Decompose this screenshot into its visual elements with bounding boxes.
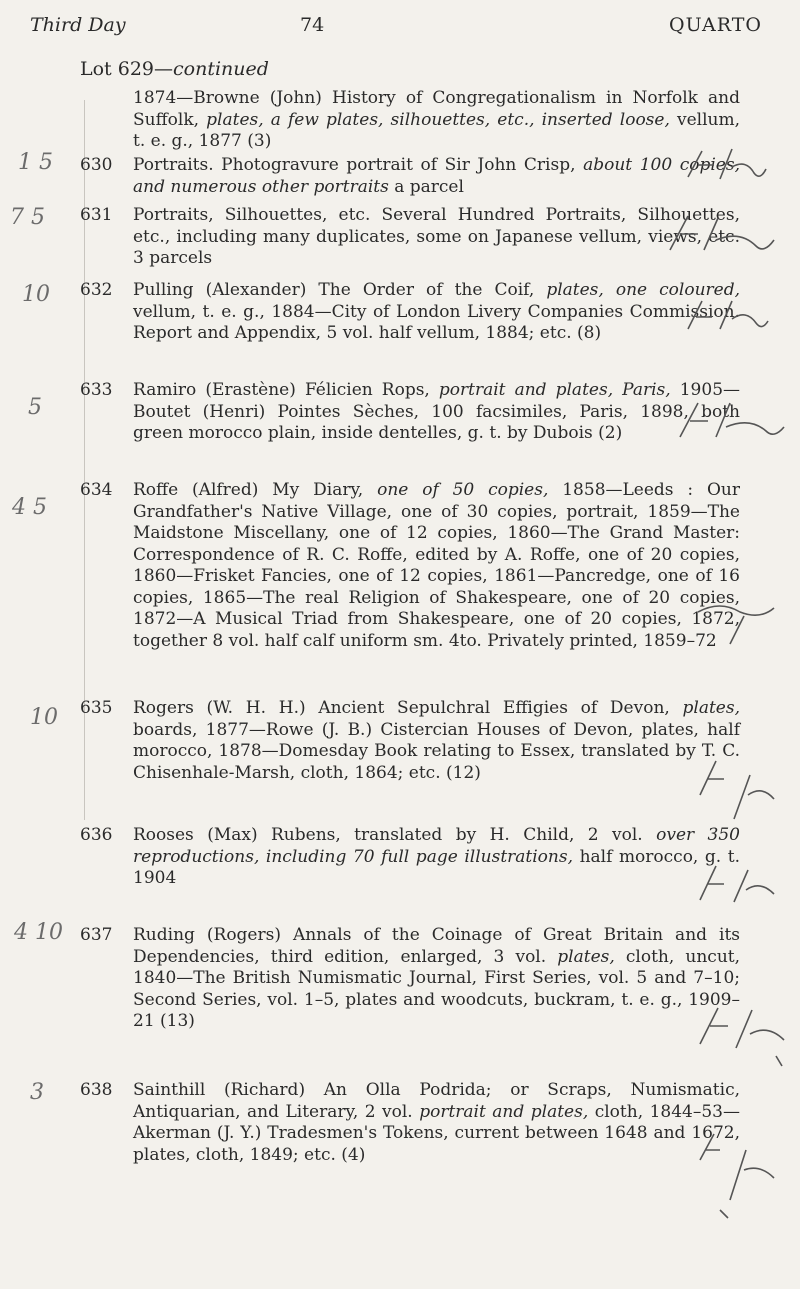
lot-number: 637	[80, 925, 113, 945]
handwritten-price: 10	[30, 705, 58, 730]
entry-636: 636 Rooses (Max) Rubens, translated by H. Child, 2 vol. over 350 reproductions, including 70 full page illustrations, half morocco, g. t. 1904	[80, 825, 740, 888]
lot-number: 633	[80, 380, 113, 400]
lot-number: 630	[80, 155, 113, 175]
handwritten-price: 10	[22, 282, 50, 307]
handwritten-signature	[668, 395, 788, 445]
lot-number: 632	[80, 280, 113, 300]
handwritten-signature	[660, 210, 780, 258]
header-page-number: 74	[300, 14, 325, 36]
handwritten-signature	[680, 1130, 780, 1220]
handwritten-signature	[690, 755, 780, 825]
handwritten-signature	[690, 1000, 790, 1070]
entry-630: 630 Portraits. Photogravure portrait of Sir John Crisp, about 100 copies, and numerous other portraits a parcel	[80, 155, 740, 197]
lot-number: 634	[80, 480, 113, 500]
handwritten-signature	[680, 145, 770, 185]
lot-heading: Lot 629—continued	[80, 58, 269, 80]
handwritten-price: 1 5	[18, 150, 53, 175]
entry-637: 637 Ruding (Rogers) Annals of the Coinage of Great Britain and its Dependencies, third edition, enlarged, 3 vol. plates, cloth, uncut, 1840—The British Numismatic Journal, First Series, vol. 5 and 7–10; Second Series, vol. 1–5, plates and woodcuts, buckram, t. e. g., 1909–21 (13)	[80, 925, 740, 1031]
entry-631: 631 Portraits, Silhouettes, etc. Several Hundred Portraits, Silhouettes, etc., including many duplicates, some on Japanese vellum, views, etc. 3 parcels	[80, 205, 740, 268]
handwritten-price: 4 10	[14, 920, 63, 945]
entry-629-cont: 1874—Browne (John) History of Congregationalism in Norfolk and Suffolk, plates, a few plates, silhouettes, etc., inserted loose, vellum, t. e. g., 1877 (3)	[133, 88, 740, 151]
header-day: Third Day	[30, 14, 126, 36]
lot-number: 635	[80, 698, 113, 718]
lot-number: 638	[80, 1080, 113, 1100]
entry-634: 634 Roffe (Alfred) My Diary, one of 50 copies, 1858—Leeds : Our Grandfather's Native Village, one of 30 copies, portrait, 1859—The Maidstone Miscellany, one of 12 copies, 1860—The Grand Master: Correspondence of R. C. Roffe, edited by A. Roffe, one of 20 copies, 1860—Frisket Fancies, one of 12 copies, 1861—Pancredge, one of 16 copies, 1865—The real Religion of Shakespeare, one of 20 copies, 1872—A Musical Triad from Shakespeare, one of 20 copies, 1872, together 8 vol. half calf uniform sm. 4to. Privately printed, 1859–72	[80, 480, 741, 651]
handwritten-price: 7 5	[10, 205, 45, 230]
header-format: QUARTO	[669, 14, 762, 36]
page-header	[30, 14, 770, 40]
handwritten-signature	[690, 860, 780, 910]
entry-635: 635 Rogers (W. H. H.) Ancient Sepulchral Effigies of Devon, plates, boards, 1877—Rowe (J. B.) Cistercian Houses of Devon, plates, half morocco, 1878—Domesday Book relating to Essex, translated by T. C. Chisenhale-Marsh, cloth, 1864; etc. (12)	[80, 698, 740, 783]
handwritten-price: 3	[30, 1080, 44, 1105]
entry-632: 632 Pulling (Alexander) The Order of the Coif, plates, one coloured, vellum, t. e. g., 1884—City of London Livery Companies Commission. Report and Appendix, 5 vol. half vellum, 1884; etc. (8)	[80, 280, 740, 343]
lot-number: 631	[80, 205, 113, 225]
handwritten-price: 5	[28, 395, 42, 420]
handwritten-signature	[680, 295, 770, 335]
handwritten-signature	[690, 590, 780, 650]
handwritten-price: 4 5	[12, 495, 47, 520]
entry-638: 638 Sainthill (Richard) An Olla Podrida; or Scraps, Numismatic, Antiquarian, and Literary, 2 vol. portrait and plates, cloth, 1844–53—Akerman (J. Y.) Tradesmen's Tokens, current between 1648 and 1672, plates, cloth, 1849; etc. (4)	[80, 1080, 740, 1165]
entry-633: 633 Ramiro (Erastène) Félicien Rops, portrait and plates, Paris, 1905—Boutet (Henri) Pointes Sèches, 100 facsimiles, Paris, 1898, both green morocco plain, inside dentelles, g. t. by Dubois (2)	[80, 380, 741, 443]
lot-number: 636	[80, 825, 113, 845]
